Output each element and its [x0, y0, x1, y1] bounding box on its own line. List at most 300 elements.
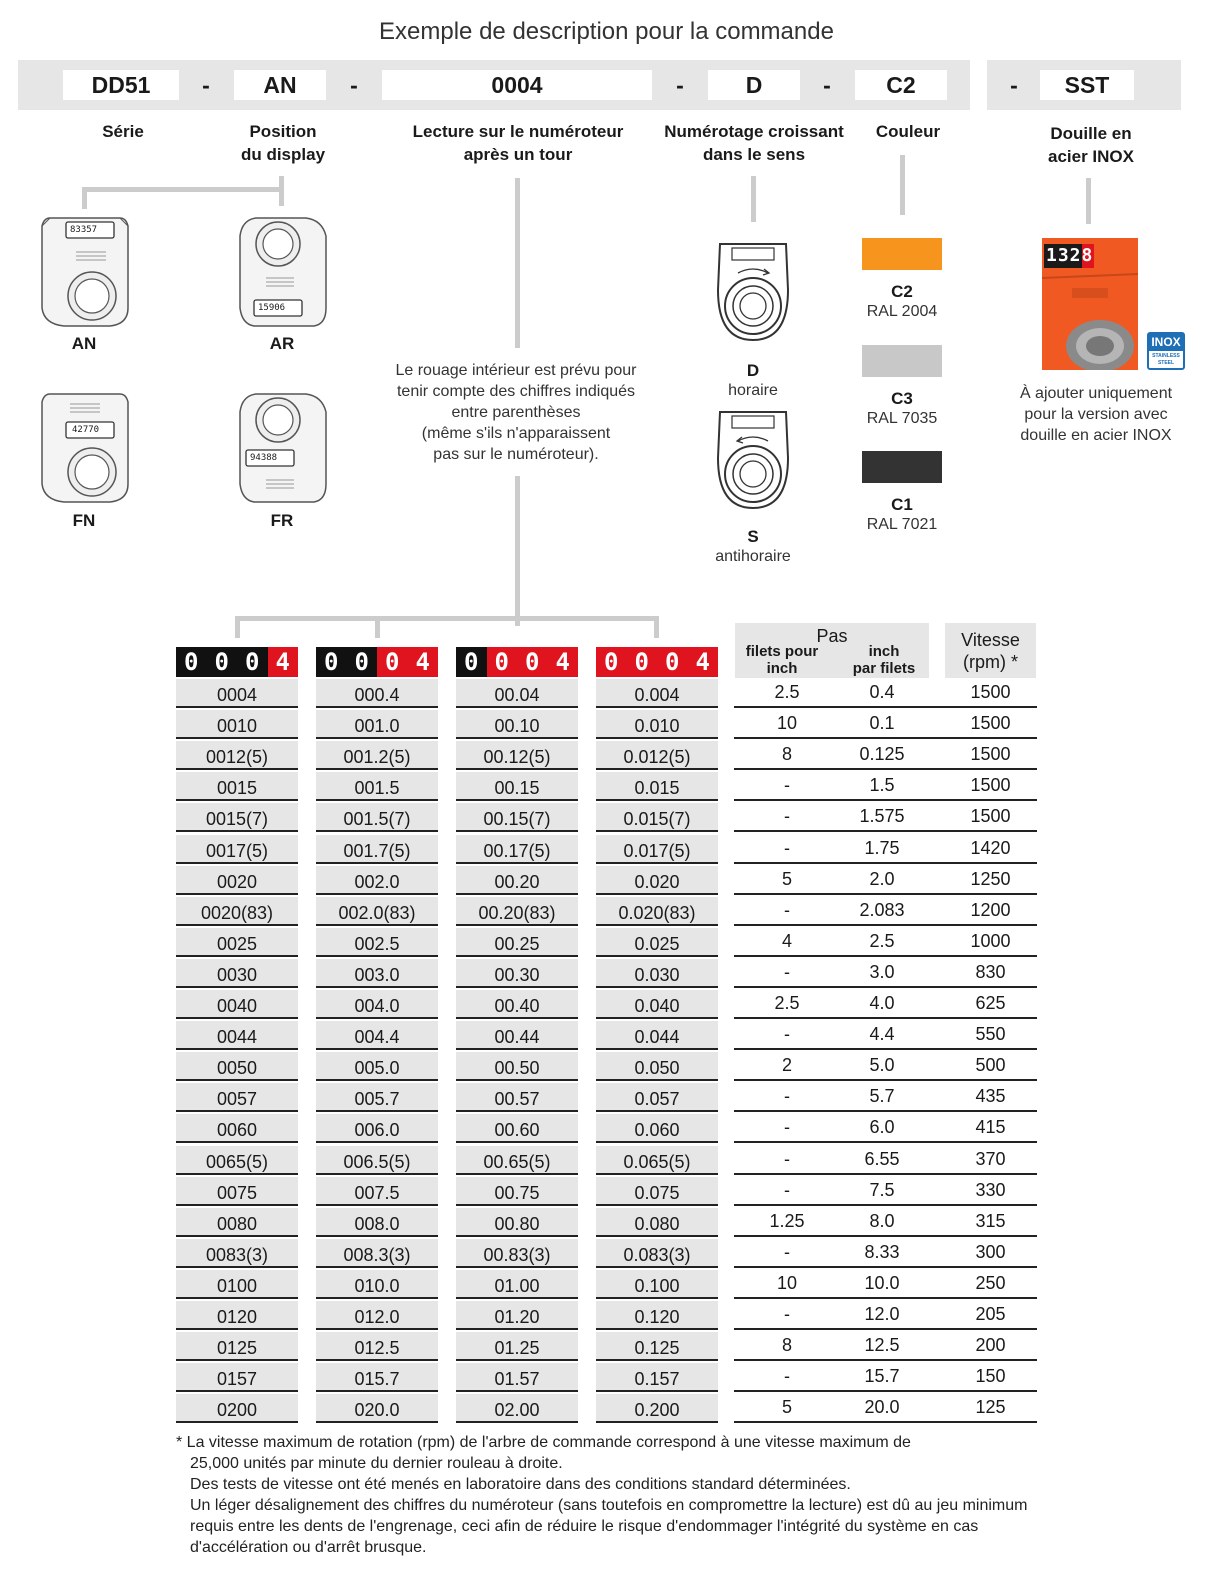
table-cell: 0017(5): [176, 835, 298, 864]
table-cell: 0030: [176, 959, 298, 988]
table-cell: -: [784, 775, 790, 796]
table-cell: -: [784, 899, 790, 920]
row-divider: [734, 1359, 1037, 1361]
color-ral-c2: RAL 2004: [866, 303, 938, 320]
digit-header-col4: [596, 647, 718, 677]
table-cell: 330: [975, 1179, 1006, 1200]
table-cell: 0004: [176, 679, 298, 708]
table-cell: 0010: [176, 710, 298, 739]
table-cell: 0.044: [596, 1021, 718, 1050]
digit-header-col3: [456, 647, 578, 677]
row-divider: [734, 1048, 1037, 1050]
digit-cell: 0: [176, 647, 207, 677]
table-cell: 125: [975, 1397, 1006, 1418]
table-cell: 0100: [176, 1270, 298, 1299]
digit-cell: 4: [408, 647, 439, 677]
table-cell: 0.075: [596, 1177, 718, 1206]
table-cell: 435: [975, 1086, 1006, 1107]
table-cell: 3.0: [869, 961, 895, 982]
label-douille: [1020, 122, 1162, 168]
table-cell: 0120: [176, 1301, 298, 1330]
table-cell: 2.5: [774, 993, 800, 1013]
table-cell: 0.012(5): [596, 741, 718, 770]
note-rouage-line: tenir compte des chiffres indiqués: [396, 383, 636, 400]
table-cell: 00.83(3): [456, 1239, 578, 1268]
note-rouage-line: (même s'ils n'apparaissent: [421, 425, 611, 442]
table-cell: 0.015(7): [596, 803, 718, 832]
table-cell: 0.1: [869, 713, 895, 734]
table-cell: 0075: [176, 1177, 298, 1206]
table-cell: 0065(5): [176, 1146, 298, 1175]
inox-badge-title: INOX: [1149, 334, 1183, 351]
table-cell: -: [784, 806, 790, 827]
table-cell: -: [784, 1148, 790, 1169]
table-cell: 0.157: [596, 1363, 718, 1392]
table-cell: 205: [975, 1304, 1006, 1324]
table-cell: 00.20(83): [456, 897, 578, 926]
table-cell: 1500: [970, 806, 1011, 827]
table-cell: 0.030: [596, 959, 718, 988]
table-cell: 0012(5): [176, 741, 298, 770]
connector-line: [375, 616, 380, 638]
vitesse-title-line1: Vitesse: [961, 630, 1020, 650]
table-cell: -: [784, 1304, 790, 1324]
row-divider: [734, 1235, 1037, 1237]
table-cell: 004.4: [316, 1021, 438, 1050]
inox-note-line: pour la version avec: [1024, 406, 1168, 423]
digit-cell: 0: [377, 647, 408, 677]
table-cell: 370: [975, 1148, 1006, 1169]
table-cell: 00.04: [456, 679, 578, 708]
direction-d-code: D: [746, 361, 760, 380]
table-cell: 0.065(5): [596, 1146, 718, 1175]
table-cell: 0.040: [596, 990, 718, 1019]
table-cell: 12.0: [864, 1304, 900, 1324]
inox-note-line: douille en acier INOX: [1020, 427, 1172, 444]
table-cell: 0.057: [596, 1083, 718, 1112]
table-cell: 001.2(5): [316, 741, 438, 770]
vitesse-title: [945, 629, 1036, 673]
note-rouage-line: Le rouage intérieur est prévu pour: [395, 362, 637, 379]
label-position-line2: du display: [240, 145, 326, 164]
row-divider: [734, 799, 1037, 801]
table-cell: 0.050: [596, 1052, 718, 1081]
footnote-line: d'accélération ou d'arrêt brusque.: [190, 1539, 427, 1556]
row-divider: [734, 737, 1037, 739]
table-cell: 12.5: [864, 1335, 900, 1356]
table-cell: 1.75: [864, 837, 900, 858]
table-cell: 0060: [176, 1114, 298, 1143]
label-lecture-line2: après un tour: [463, 145, 573, 164]
row-divider: [734, 1141, 1037, 1143]
table-cell: 02.00: [456, 1394, 578, 1423]
table-cell: -: [784, 1024, 790, 1045]
table-cell: 150: [975, 1366, 1006, 1387]
device-fn-drawing: [36, 388, 136, 508]
table-cell: 1.575: [859, 806, 905, 827]
table-cell: -: [784, 837, 790, 858]
device-fr-digits: 94388: [250, 453, 278, 463]
inox-product-photo: [1042, 238, 1138, 370]
digit-cell: 4: [688, 647, 719, 677]
table-cell: 0.4: [869, 682, 895, 702]
table-cell: 004.0: [316, 990, 438, 1019]
code-lecture: 0004: [382, 70, 652, 100]
table-cell: 1500: [970, 713, 1011, 734]
table-cell: 10: [776, 713, 798, 734]
table-cell: 1500: [970, 682, 1011, 702]
label-lecture: [388, 120, 648, 166]
connector-line: [515, 178, 520, 348]
digit-cell: 0: [207, 647, 238, 677]
table-cell: 00.57: [456, 1083, 578, 1112]
table-cell: 500: [975, 1055, 1006, 1076]
table-cell: 315: [975, 1210, 1006, 1231]
table-cell: 00.25: [456, 928, 578, 957]
color-ral-c3: RAL 7035: [866, 410, 938, 427]
connector-line: [82, 187, 282, 192]
table-cell: 00.40: [456, 990, 578, 1019]
connector-line: [900, 155, 905, 215]
pas-filets-header-line1: filets pour: [745, 643, 819, 660]
table-cell: -: [784, 1117, 790, 1138]
row-divider: [734, 1421, 1037, 1423]
table-cell: 00.10: [456, 710, 578, 739]
label-douille-line2: acier INOX: [1048, 147, 1134, 166]
table-cell: 15.7: [864, 1366, 900, 1387]
connector-line: [235, 616, 240, 638]
table-cell: 007.5: [316, 1177, 438, 1206]
table-cell: 00.15: [456, 772, 578, 801]
table-cell: 5: [781, 868, 792, 889]
note-rouage-line: entre parenthèses: [451, 404, 581, 421]
color-code-c1: C1: [891, 495, 913, 514]
digit-cell: 0: [237, 647, 268, 677]
table-cell: 200: [975, 1335, 1006, 1356]
table-cell: 5: [781, 1397, 792, 1418]
device-fn-label: FN: [72, 511, 96, 530]
inox-photo-digits: 1328: [1046, 245, 1094, 266]
table-cell: 8: [781, 744, 792, 765]
table-cell: 00.44: [456, 1021, 578, 1050]
table-cell: 0025: [176, 928, 298, 957]
footnote-line: Des tests de vitesse ont été menés en laboratoire dans des conditions standard déterminées.: [190, 1476, 851, 1493]
table-cell: 2.083: [859, 899, 905, 920]
code-serie: DD51: [63, 70, 179, 100]
table-cell: 2.5: [774, 682, 800, 702]
table-cell: 5.0: [869, 1055, 895, 1076]
table-cell: 8: [781, 1335, 792, 1356]
table-cell: 01.00: [456, 1270, 578, 1299]
pas-inch-header-line1: inch: [868, 643, 900, 660]
table-cell: 1420: [970, 837, 1011, 858]
pas-title: Pas: [816, 626, 848, 646]
color-code-c2: C2: [891, 282, 913, 301]
digit-cell: 0: [596, 647, 627, 677]
table-cell: 830: [975, 961, 1006, 982]
device-an-label: AN: [71, 334, 97, 353]
label-numerotage-line1: Numérotage croissant: [664, 122, 844, 141]
table-cell: 10: [776, 1272, 798, 1293]
footnote: [176, 1432, 1056, 1558]
digit-cell: 4: [268, 647, 299, 677]
row-divider: [734, 893, 1037, 895]
table-cell: 20.0: [864, 1397, 900, 1418]
connector-line: [235, 616, 659, 621]
table-cell: 0.125: [596, 1332, 718, 1361]
label-douille-line1: Douille en: [1050, 124, 1132, 143]
table-cell: 4.4: [869, 1024, 895, 1045]
row-divider: [734, 986, 1037, 988]
table-cell: 00.80: [456, 1208, 578, 1237]
table-cell: 005.0: [316, 1052, 438, 1081]
digit-header-col1: [176, 647, 298, 677]
direction-d-drawing: [712, 240, 794, 350]
digit-cell: 0: [487, 647, 518, 677]
device-fr-drawing: [234, 388, 334, 508]
table-cell: 0015(7): [176, 803, 298, 832]
table-cell: 7.5: [869, 1179, 895, 1200]
connector-line: [515, 476, 520, 626]
table-cell: 2.0: [869, 868, 895, 889]
table-cell: 001.0: [316, 710, 438, 739]
table-cell: 00.30: [456, 959, 578, 988]
table-cell: 00.60: [456, 1114, 578, 1143]
note-rouage: [376, 360, 656, 465]
table-cell: 001.5(7): [316, 803, 438, 832]
digit-cell: 0: [627, 647, 658, 677]
table-cell: 0.017(5): [596, 835, 718, 864]
table-cell: 0157: [176, 1363, 298, 1392]
table-cell: 012.5: [316, 1332, 438, 1361]
table-cell: 00.50: [456, 1052, 578, 1081]
direction-d-text: horaire: [728, 382, 778, 399]
row-divider: [734, 924, 1037, 926]
vitesse-title-line2: (rpm) *: [963, 652, 1018, 672]
table-cell: 8.0: [869, 1210, 895, 1231]
connector-line: [1086, 178, 1091, 224]
table-cell: 008.3(3): [316, 1239, 438, 1268]
row-divider: [734, 1204, 1037, 1206]
table-cell: -: [784, 1179, 790, 1200]
digit-cell: 0: [456, 647, 487, 677]
row-divider: [734, 1328, 1037, 1330]
table-cell: 0040: [176, 990, 298, 1019]
row-divider: [734, 862, 1037, 864]
pas-inch-header-line2: par filets: [852, 660, 916, 677]
row-divider: [734, 1390, 1037, 1392]
code-douille: SST: [1040, 70, 1134, 100]
table-cell: 0050: [176, 1052, 298, 1081]
table-cell: 1500: [970, 775, 1011, 796]
label-position: [213, 120, 353, 166]
table-cell: 000.4: [316, 679, 438, 708]
table-cell: 0.080: [596, 1208, 718, 1237]
table-cell: 0080: [176, 1208, 298, 1237]
table-cell: 0.025: [596, 928, 718, 957]
table-cell: 8.33: [864, 1241, 900, 1262]
footnote-line: Un léger désalignement des chiffres du numéroteur (sans toutefois en compromettre la lecture) est dû au jeu minimum: [190, 1497, 1028, 1514]
table-cell: 012.0: [316, 1301, 438, 1330]
row-divider: [734, 1017, 1037, 1019]
connector-line: [751, 176, 756, 222]
table-cell: 005.7: [316, 1083, 438, 1112]
label-serie: Série: [102, 122, 144, 141]
table-cell: 0.020(83): [596, 897, 718, 926]
table-cell: 10.0: [864, 1272, 900, 1293]
code-separator: -: [676, 72, 684, 98]
table-cell: -: [784, 1086, 790, 1107]
code-separator: -: [823, 72, 831, 98]
table-cell: 003.0: [316, 959, 438, 988]
code-position: AN: [234, 70, 326, 100]
table-cell: 006.5(5): [316, 1146, 438, 1175]
row-divider: [734, 830, 1037, 832]
table-cell: 2: [781, 1055, 792, 1076]
table-cell: 0200: [176, 1394, 298, 1423]
device-ar: [234, 212, 334, 337]
pas-filets-header: [737, 643, 827, 677]
digit-header-col2: [316, 647, 438, 677]
row-divider: [734, 955, 1037, 957]
table-cell: 020.0: [316, 1394, 438, 1423]
label-position-line1: Position: [249, 122, 317, 141]
color-swatch-c1: [862, 451, 942, 483]
table-cell: 0.083(3): [596, 1239, 718, 1268]
row-divider: [734, 768, 1037, 770]
table-cell: 0083(3): [176, 1239, 298, 1268]
table-cell: 00.15(7): [456, 803, 578, 832]
label-couleur: Couleur: [875, 122, 941, 141]
counterclockwise-icon: [712, 408, 794, 513]
color-swatch-c2: [862, 238, 942, 270]
table-cell: 0.125: [859, 744, 905, 765]
direction-s-code: S: [747, 527, 759, 546]
digit-cell: 0: [316, 647, 347, 677]
table-cell: 002.0: [316, 866, 438, 895]
table-cell: 6.0: [869, 1117, 895, 1138]
table-cell: 300: [975, 1241, 1006, 1262]
row-divider: [734, 706, 1037, 708]
table-cell: 4.0: [869, 993, 895, 1013]
table-cell: 002.5: [316, 928, 438, 957]
table-cell: -: [784, 1366, 790, 1387]
table-cell: -: [784, 1241, 790, 1262]
table-cell: 01.57: [456, 1363, 578, 1392]
table-cell: 1.25: [769, 1210, 805, 1231]
table-cell: 250: [975, 1272, 1006, 1293]
page-title: Exemple de description pour la commande: [379, 18, 834, 45]
color-swatch-c3: [862, 345, 942, 377]
connector-line: [82, 187, 87, 209]
table-cell: 0020(83): [176, 897, 298, 926]
device-fr-label: FR: [270, 511, 294, 530]
direction-s-drawing: [712, 408, 794, 518]
table-cell: 2.5: [869, 930, 895, 951]
table-cell: 001.5: [316, 772, 438, 801]
digit-cell: 4: [548, 647, 579, 677]
device-fr: [234, 388, 334, 513]
digit-cell: 0: [657, 647, 688, 677]
table-cell: 1200: [970, 899, 1011, 920]
footnote-line: 25,000 unités par minute du dernier rouleau à droite.: [190, 1455, 563, 1472]
code-separator: -: [1010, 72, 1018, 98]
device-ar-drawing: [234, 212, 334, 332]
table-cell: 1000: [970, 930, 1011, 951]
digit-cell: 0: [347, 647, 378, 677]
pas-inch-header: [840, 643, 928, 677]
row-divider: [734, 1110, 1037, 1112]
table-cell: 4: [781, 930, 792, 951]
connector-line: [654, 616, 659, 638]
table-cell: 0.020: [596, 866, 718, 895]
table-cell: 001.7(5): [316, 835, 438, 864]
table-cell: 010.0: [316, 1270, 438, 1299]
row-divider: [734, 1297, 1037, 1299]
table-cell: 1250: [970, 868, 1011, 889]
inox-badge: [1147, 332, 1185, 370]
table-cell: 0.004: [596, 679, 718, 708]
table-cell: 1500: [970, 744, 1011, 765]
row-divider: [734, 1173, 1037, 1175]
table-cell: 015.7: [316, 1363, 438, 1392]
table-cell: 00.12(5): [456, 741, 578, 770]
table-cell: 00.20: [456, 866, 578, 895]
footnote-line: * La vitesse maximum de rotation (rpm) de l'arbre de commande correspond à une vitesse maximum de: [176, 1434, 911, 1451]
table-cell: 008.0: [316, 1208, 438, 1237]
table-cell: 00.65(5): [456, 1146, 578, 1175]
code-separator: -: [350, 72, 358, 98]
table-cell: 0125: [176, 1332, 298, 1361]
inox-note-line: À ajouter uniquement: [1019, 385, 1173, 402]
table-cell: 00.17(5): [456, 835, 578, 864]
table-cell: 01.20: [456, 1301, 578, 1330]
table-cell: 002.0(83): [316, 897, 438, 926]
device-an: [36, 212, 136, 337]
table-cell: 6.55: [864, 1148, 900, 1169]
table-cell: 0.015: [596, 772, 718, 801]
color-code-c3: C3: [891, 389, 913, 408]
table-cell: 0044: [176, 1021, 298, 1050]
table-cell: 1.5: [869, 775, 895, 796]
inox-badge-sub: STAINLESS STEEL: [1152, 353, 1180, 366]
digit-cell: 0: [517, 647, 548, 677]
pas-filets-header-line2: inch: [766, 660, 798, 677]
table-cell: 550: [975, 1024, 1006, 1045]
label-numerotage: [654, 120, 854, 166]
table-cell: 625: [975, 993, 1006, 1013]
table-cell: 415: [975, 1117, 1006, 1138]
color-ral-c1: RAL 7021: [866, 516, 938, 533]
table-cell: 0.010: [596, 710, 718, 739]
table-cell: -: [784, 961, 790, 982]
code-couleur: C2: [855, 70, 947, 100]
footnote-line: requis entre les dents de l'engrenage, ceci afin de réduire le risque d'endommager l'intégrité du système en cas: [190, 1518, 979, 1535]
label-lecture-line1: Lecture sur le numéroteur: [412, 122, 624, 141]
row-divider: [734, 1079, 1037, 1081]
device-ar-label: AR: [269, 334, 295, 353]
table-cell: 006.0: [316, 1114, 438, 1143]
table-cell: 0.100: [596, 1270, 718, 1299]
inox-note: [996, 383, 1196, 446]
device-an-digits: 83357: [70, 225, 98, 235]
table-cell: 0015: [176, 772, 298, 801]
clockwise-icon: [712, 240, 794, 345]
code-sens: D: [708, 70, 800, 100]
device-fn-digits: 42770: [72, 425, 100, 435]
table-cell: 0.200: [596, 1394, 718, 1423]
table-cell: 0.120: [596, 1301, 718, 1330]
